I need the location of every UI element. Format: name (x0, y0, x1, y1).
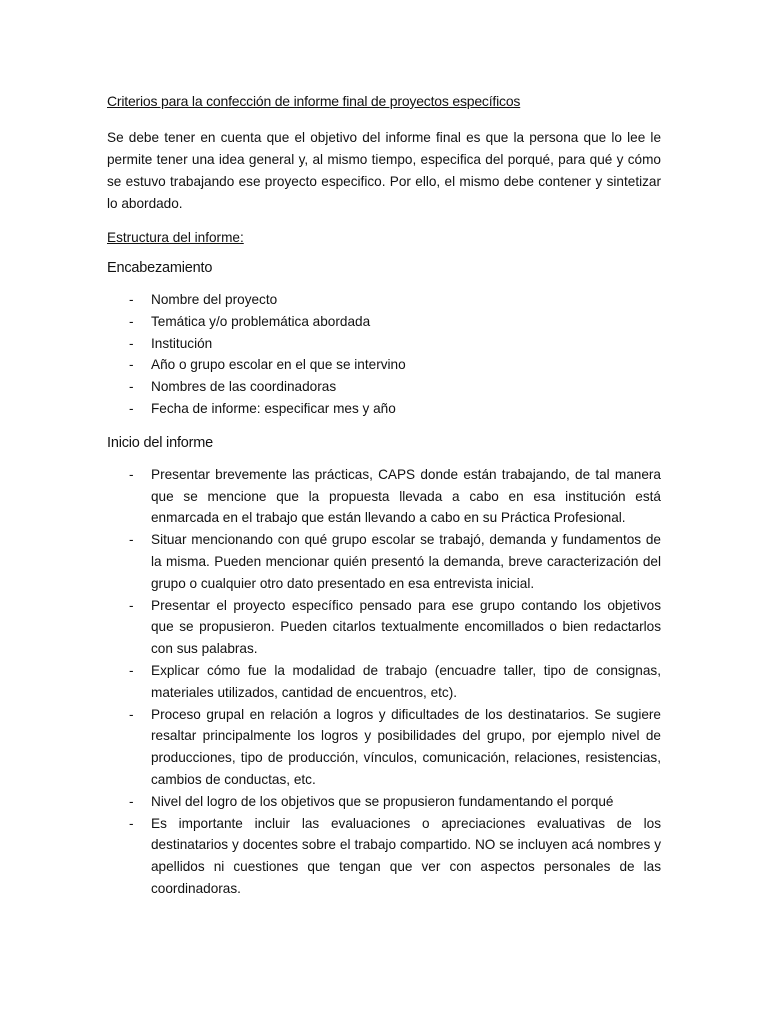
list-item-text: Nombre del proyecto (151, 292, 278, 307)
list-item (107, 464, 661, 529)
bullet-dash: - (129, 357, 134, 373)
list-item-text: Explicar cómo fue la modalidad de trabajo (encuadre taller, tipo de consignas, materiales utilizados, cantidad de encuentros, etc). (151, 662, 661, 700)
list-item-text: Proceso grupal en relación a logros y dificultades de los destinatarios. Se sugiere resaltar principalmente los logros y posibilidades del grupo, por ejemplo nivel de producciones, tipo de producción, vínculos, comunicación, relaciones, resistencias, cambios de conductas, etc. (151, 706, 661, 787)
bullet-dash: - (129, 313, 134, 329)
list-item-text: Institución (151, 335, 213, 351)
list-item-text: Situar mencionando con qué grupo escolar se trabajó, demanda y fundamentos de la misma. Pueden mencionar quién presentó la demanda, breve caracterización del grupo o cualquier otro dato presentado en esa entrevista inicial. (151, 532, 661, 591)
bullet-dash: - (129, 400, 134, 416)
section-inicio-del-informe (107, 432, 661, 900)
list-item (107, 704, 661, 791)
list-item-text: Es importante incluir las evaluaciones o apreciaciones evaluativas de los destinatarios y docentes sobre el trabajo compartido. NO se incluyen acá nombres y apellidos ni cuestiones que tengan que ver con aspectos personales de las coordinadoras. (151, 815, 661, 896)
bullet-dash: - (129, 379, 134, 395)
bullet-dash: - (129, 662, 134, 678)
list-item-text: Año o grupo escolar en el que se intervino (151, 357, 406, 373)
list-item (107, 289, 661, 311)
section-heading: Encabezamiento (107, 260, 213, 276)
document-page (107, 92, 661, 912)
section-heading: Inicio del informe (107, 434, 214, 451)
list-item (107, 398, 661, 420)
list-item-text: Presentar el proyecto específico pensado para ese grupo contando los objetivos que se propusieron. Pueden citarlos textualmente encomillados o bien redactarlos con sus palabras. (151, 597, 661, 657)
bullet-dash: - (129, 335, 134, 351)
list-item (107, 595, 661, 660)
list-item-text: Temática y/o problemática abordada (151, 313, 371, 329)
bullet-dash: - (129, 292, 134, 307)
list-item-text: Nivel del logro de los objetivos que se propusieron fundamentando el porqué (151, 793, 614, 809)
bullet-dash: - (129, 706, 134, 722)
inicio-list (107, 464, 661, 900)
section-encabezamiento (107, 257, 661, 420)
list-item (107, 311, 661, 333)
encabezamiento-list (107, 289, 661, 420)
intro-paragraph: Se debe tener en cuenta que el objetivo del informe final es que la persona que lo lee le permite tener una idea general y, al mismo tiempo, especifica del porqué, para qué y cómo se estuvo trabajando ese proyecto especifico. Por ello, el mismo debe contener y sintetizar lo abordado. (107, 130, 661, 211)
list-item-text: Fecha de informe: especificar mes y año (151, 400, 396, 416)
bullet-dash: - (129, 466, 134, 482)
list-item (107, 660, 661, 704)
list-item-text: Presentar brevemente las prácticas, CAPS donde están trabajando, de tal manera que se mencione que la propuesta llevada a cabo en esa institución está enmarcada en el trabajo que están llevando a cabo en su Práctica Profesional. (151, 466, 661, 526)
list-item (107, 529, 661, 594)
list-item-text: Nombres de las coordinadoras (151, 379, 337, 395)
document-title: Criterios para la confección de informe final de proyectos específicos (107, 93, 521, 109)
list-item (107, 791, 661, 813)
bullet-dash: - (129, 815, 134, 831)
list-item (107, 376, 661, 398)
list-item (107, 354, 661, 376)
structure-label: Estructura del informe: (107, 230, 244, 245)
bullet-dash: - (129, 597, 134, 613)
bullet-dash: - (129, 793, 134, 809)
list-item (107, 333, 661, 355)
list-item (107, 813, 661, 900)
bullet-dash: - (129, 532, 134, 548)
